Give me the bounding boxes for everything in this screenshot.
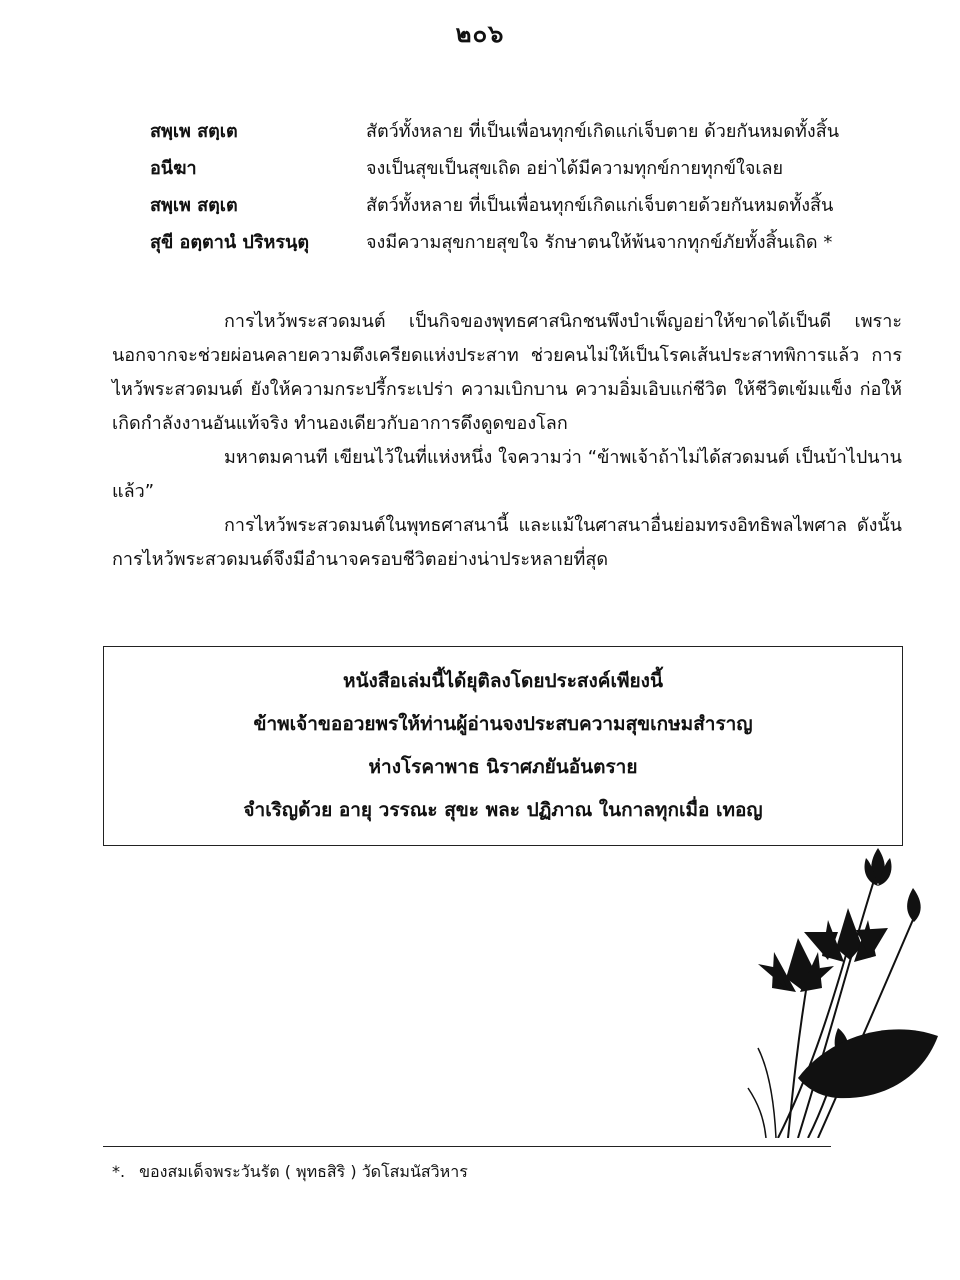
chant-thai-translation: สัตว์ทั้งหลาย ที่เป็นเพื่อนทุกข์เกิดแก่เจ็บตายด้วยกันหมดทั้งสิ้น [366, 195, 834, 216]
chant-pali-text: สพฺเพ สตฺเต [150, 195, 238, 216]
body-paragraph: การไหว้พระสวดมนต์ เป็นกิจของพุทธศาสนิกชนพึงบำเพ็ญอย่าให้ขาดได้เป็นดี เพราะนอกจากจะช่วยผ่อนคลายความตึงเครียดแห่งประสาท ช่วยคนไม่ให้เป็นโรคเส้นประสาทพิการแล้ว การไหว้พระสวดมนต์ ยังให้ความกระปรี้กระเปร่า ความเบิกบาน ความอิ่มเอิบแก่ชีวิต ให้ชีวิตเข้มแข็ง ก่อให้เกิดกำลังงานอันแท้จริง ทำนองเดียวกับอาการดึงดูดของโลก [112, 311, 902, 434]
lotus-flowers-icon [738, 848, 952, 1138]
blessing-box [103, 646, 903, 846]
body-paragraph: มหาตมคานที เขียนไว้ในที่แห่งหนึ่ง ใจความว่า “ข้าพเจ้าถ้าไม่ได้สวดมนต์ เป็นบ้าไปนานแล้ว” [112, 447, 902, 502]
chant-thai-translation: สัตว์ทั้งหลาย ที่เป็นเพื่อนทุกข์เกิดแก่เจ็บตาย ด้วยกันหมดทั้งสิ้น [366, 121, 840, 142]
chant-row [150, 223, 910, 260]
footnote-text: ของสมเด็จพระวันรัต ( พุทธสิริ ) วัดโสมนัสวิหาร [139, 1162, 468, 1181]
chant-row [150, 149, 910, 186]
chant-row [150, 186, 910, 223]
chant-pali-text: อนีฆา [150, 158, 197, 179]
footnote-mark: *. [112, 1162, 126, 1181]
page-number: ๒๐๖ [455, 20, 505, 48]
footnote [112, 1160, 468, 1185]
footnote-divider [103, 1146, 831, 1147]
blessing-line: ห่างโรคาพาธ นิราศภยันอันตราย [368, 756, 638, 778]
blessing-line: จำเริญด้วย อายุ วรรณะ สุขะ พละ ปฏิภาณ ในกาลทุกเมื่อ เทอญ [243, 799, 763, 821]
chant-table [150, 112, 910, 260]
chant-thai-translation: จงเป็นสุขเป็นสุขเถิด อย่าได้มีความทุกข์กายทุกข์ใจเลย [366, 158, 784, 179]
blessing-line: ข้าพเจ้าขออวยพรให้ท่านผู้อ่านจงประสบความสุขเกษมสำราญ [253, 713, 753, 735]
chant-row [150, 112, 910, 149]
blessing-line: หนังสือเล่มนี้ได้ยุติลงโดยประสงค์เพียงนี้ [343, 670, 663, 692]
chant-thai-translation: จงมีความสุขกายสุขใจ รักษาตนให้พ้นจากทุกข์ภัยทั้งสิ้นเถิด * [366, 232, 833, 253]
body-text [112, 305, 902, 577]
body-paragraph: การไหว้พระสวดมนต์ในพุทธศาสนานี้ และแม้ในศาสนาอื่นย่อมทรงอิทธิพลไพศาล ดังนั้น การไหว้พระสวดมนต์จึงมีอำนาจครอบชีวิตอย่างน่าประหลายที่สุด [112, 515, 902, 570]
chant-pali-text: สุขี อตฺตานํ ปริหรนฺตุ [150, 232, 310, 253]
chant-pali-text: สพฺเพ สตฺเต [150, 121, 238, 142]
